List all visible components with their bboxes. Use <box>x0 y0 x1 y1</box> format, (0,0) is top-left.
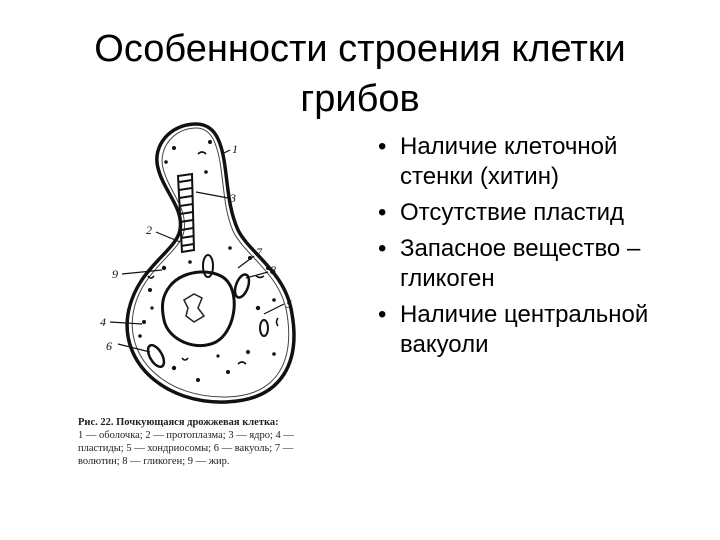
figure-caption <box>78 416 298 468</box>
figure-label: 2 <box>146 223 152 237</box>
figure-caption-legend: 1 — оболочка; 2 — протоплазма; 3 — ядро; 4 — пластиды; 5 — хондриосомы; 6 — вакуоль; 7 — волютин; 8 — гликоген; 9 — жир. <box>78 430 294 467</box>
bullet-marker: • <box>378 133 387 160</box>
figure-label: 1 <box>232 142 238 156</box>
bullet-text: Наличие клеточной стенки (хитин) <box>400 133 618 190</box>
bullet-marker: • <box>378 199 387 226</box>
plastid <box>260 320 268 336</box>
yeast-cell-drawing <box>78 118 368 410</box>
bullet-list <box>372 132 692 366</box>
figure-label: 7 <box>256 245 262 259</box>
figure-label: 9 <box>112 267 118 281</box>
slide-title <box>40 24 680 124</box>
figure-label: 4 <box>100 315 106 329</box>
figure-label: 6 <box>106 339 112 353</box>
slide-title-line-2: грибов <box>300 78 420 120</box>
bullet-text: Наличие центральной вакуоли <box>400 301 649 358</box>
figure-caption-title: Рис. 22. Почкующаяся дрожжевая клетка: <box>78 417 279 428</box>
bullet-item <box>372 132 692 192</box>
figure-label: 3 <box>230 191 236 205</box>
plastid <box>145 343 167 370</box>
bullet-marker: • <box>378 235 387 262</box>
figure-label: 8 <box>270 263 276 277</box>
figure-label: 5 <box>286 297 292 311</box>
bullet-text: Отсутствие пластид <box>400 199 625 226</box>
slide-title-line-1: Особенности строения клетки <box>94 28 626 70</box>
bullet-marker: • <box>378 301 387 328</box>
bullet-text: Запасное вещество – гликоген <box>400 235 641 292</box>
bullet-item <box>372 300 692 360</box>
bullet-item <box>372 234 692 294</box>
bullet-item <box>372 198 692 228</box>
volutin-rod <box>178 174 194 252</box>
